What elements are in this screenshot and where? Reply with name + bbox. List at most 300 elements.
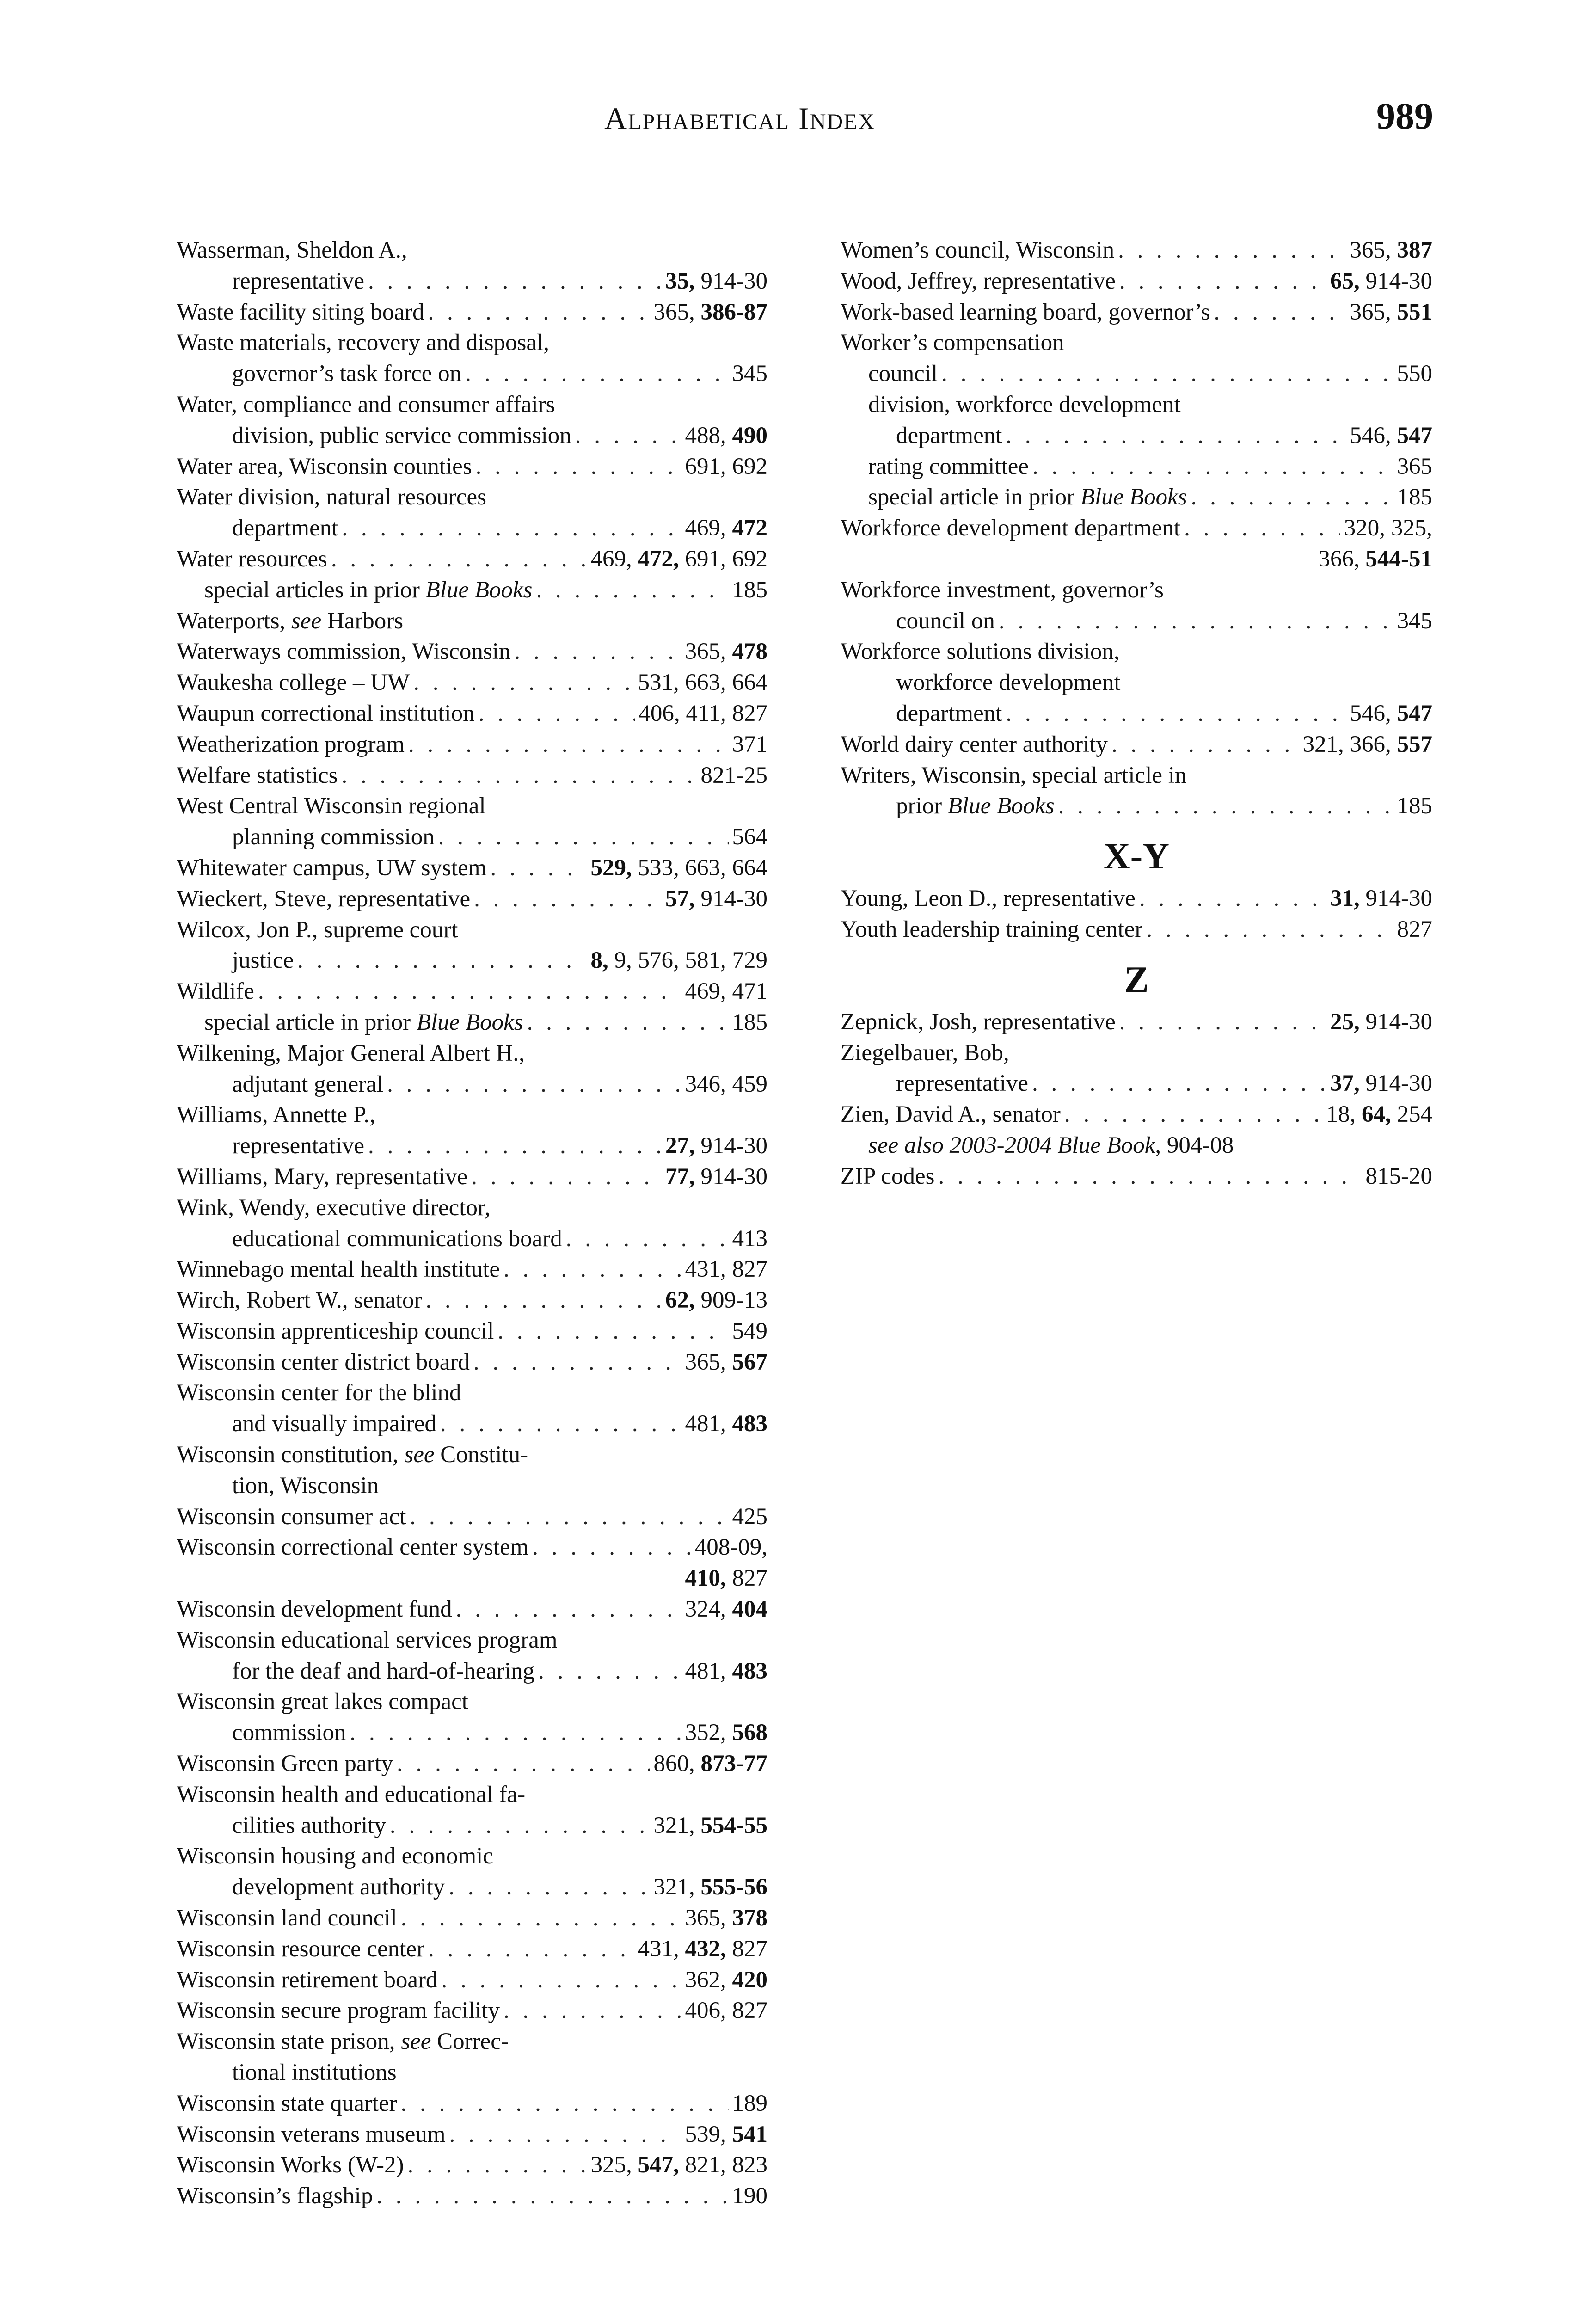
entry-term: Winnebago mental health institute — [177, 1256, 500, 1283]
entry-term: Zien, David A., senator — [841, 1101, 1061, 1128]
dot-leader — [441, 1965, 681, 1996]
entry-page-numbers: 408-09, — [694, 1534, 767, 1561]
entry-page-numbers: 31, 914-30 — [1330, 885, 1432, 912]
dot-leader — [476, 451, 681, 482]
index-entry — [177, 513, 767, 544]
entry-page-numbers: 546, 547 — [1350, 422, 1432, 449]
index-entry — [177, 1316, 767, 1347]
entry-term: prior Blue Books — [896, 793, 1055, 819]
entry-term: department — [896, 700, 1002, 726]
dot-leader — [342, 513, 681, 544]
entry-term: Waupun correctional institution — [177, 700, 475, 726]
dot-leader — [536, 575, 729, 606]
dot-leader — [497, 1316, 728, 1347]
index-entry — [177, 327, 767, 358]
entry-term: World dairy center authority — [841, 731, 1108, 757]
entry-page-numbers: 365, 478 — [685, 639, 767, 665]
entry-term: Young, Leon D., representative — [841, 885, 1136, 912]
dot-leader — [1139, 883, 1326, 914]
entry-page-numbers: 481, 483 — [685, 1658, 767, 1684]
entry-term: special article in prior Blue Books — [204, 1009, 523, 1035]
entry-term: department — [896, 422, 1002, 449]
entry-term: Wisconsin center district board — [177, 1349, 470, 1375]
entry-term: Wisconsin veterans museum — [177, 2121, 446, 2147]
dot-leader — [1119, 266, 1326, 297]
dot-leader — [465, 358, 728, 389]
entry-page-numbers: 431, 827 — [685, 1256, 767, 1283]
index-entry — [841, 606, 1432, 637]
entry-term: Wisconsin land council — [177, 1905, 397, 1931]
dot-leader — [514, 636, 681, 667]
entry-page-numbers: 35, 914-30 — [665, 268, 767, 294]
dot-leader — [440, 1408, 681, 1439]
index-entry — [177, 235, 767, 266]
entry-page-numbers: 564 — [732, 824, 767, 850]
dot-leader — [368, 266, 662, 297]
dot-leader — [479, 698, 635, 729]
entry-term: for the deaf and hard-of-hearing — [232, 1658, 535, 1684]
dot-leader — [1058, 791, 1393, 822]
entry-page-numbers: 185 — [1397, 793, 1432, 819]
index-entry — [177, 1717, 767, 1748]
index-entry — [177, 1810, 767, 1841]
dot-leader — [449, 2119, 681, 2150]
dot-leader — [1006, 420, 1346, 451]
index-entry — [177, 1069, 767, 1100]
entry-term: Workforce solutions division, — [841, 639, 1120, 665]
entry-term: Wisconsin Green party — [177, 1751, 393, 1777]
entry-page-numbers: 365 — [1397, 453, 1432, 480]
entry-term: justice — [232, 947, 294, 974]
entry-page-numbers: 406, 827 — [685, 1998, 767, 2024]
index-entry — [177, 1100, 767, 1131]
entry-page-numbers: 481, 483 — [685, 1411, 767, 1437]
index-entry — [177, 297, 767, 328]
entry-page-numbers: 365, 387 — [1350, 237, 1432, 263]
dot-leader — [297, 945, 587, 976]
entry-page-numbers: 431, 432, 827 — [638, 1936, 767, 1962]
index-entry — [177, 1377, 767, 1408]
entry-term: Wisconsin constitution, see Constitu- — [177, 1442, 528, 1468]
index-entry — [177, 1779, 767, 1810]
dot-leader — [1032, 451, 1393, 482]
dot-leader — [401, 1903, 681, 1934]
entry-term: Wisconsin housing and economic — [177, 1843, 493, 1869]
entry-term: Wisconsin development fund — [177, 1596, 452, 1623]
entry-term: representative — [232, 268, 365, 294]
dot-leader — [258, 976, 681, 1007]
index-entry — [841, 636, 1432, 667]
dot-leader — [1119, 1007, 1326, 1038]
dot-leader — [471, 1162, 662, 1193]
dot-leader — [438, 822, 729, 853]
entry-term: Water, compliance and consumer affairs — [177, 391, 555, 418]
index-entry — [177, 698, 767, 729]
entry-term: Wisconsin apprenticeship council — [177, 1318, 494, 1344]
index-entry — [177, 1501, 767, 1532]
dot-leader — [1184, 513, 1340, 544]
dot-leader — [376, 2181, 728, 2212]
entry-term: West Central Wisconsin regional — [177, 793, 486, 819]
entry-term: planning commission — [232, 824, 435, 850]
index-entry — [841, 297, 1432, 328]
dot-leader — [1032, 1068, 1326, 1099]
entry-term: commission — [232, 1720, 346, 1746]
index-entry — [841, 760, 1432, 791]
dot-leader — [1214, 297, 1346, 328]
dot-leader — [408, 2150, 587, 2181]
entry-term: Zepnick, Josh, representative — [841, 1008, 1116, 1035]
dot-leader — [387, 1069, 681, 1100]
entry-term: Wink, Wendy, executive director, — [177, 1194, 491, 1221]
entry-page-numbers: 365, 567 — [685, 1349, 767, 1375]
entry-term: representative — [232, 1133, 365, 1159]
entry-page-numbers: 324, 404 — [685, 1596, 767, 1623]
entry-term: ZIP codes — [841, 1163, 935, 1189]
index-entry — [841, 235, 1432, 266]
dot-leader — [397, 1748, 650, 1779]
entry-term: division, public service commission — [232, 422, 571, 449]
index-entry — [177, 884, 767, 915]
index-entry — [177, 1934, 767, 1965]
entry-page-numbers: 425 — [732, 1503, 767, 1530]
index-entry — [177, 1532, 767, 1563]
entry-page-numbers: 77, 914-30 — [665, 1163, 767, 1190]
dot-leader — [342, 760, 697, 791]
index-entry — [177, 1625, 767, 1656]
entry-term: Workforce investment, governor’s — [841, 577, 1164, 603]
index-entry — [177, 1193, 767, 1224]
index-entry — [177, 1594, 767, 1625]
entry-page-numbers: 488, 490 — [685, 422, 767, 449]
entry-term: adjutant general — [232, 1071, 384, 1097]
entry-page-numbers: 531, 663, 664 — [638, 670, 767, 696]
entry-term: cilities authority — [232, 1812, 386, 1839]
entry-page-numbers: 539, 541 — [685, 2121, 767, 2147]
entry-page-numbers: 365, 551 — [1350, 299, 1432, 325]
entry-term: special article in prior Blue Books — [868, 484, 1187, 510]
page-number: 989 — [1376, 95, 1433, 137]
entry-term: see also 2003-2004 Blue Book, 904-08 — [868, 1132, 1234, 1158]
index-entry — [177, 1285, 767, 1316]
index-entry — [177, 1903, 767, 1934]
entry-page-numbers: 321, 555-56 — [653, 1874, 767, 1900]
index-entry — [177, 1162, 767, 1193]
entry-page-numbers: 185 — [1397, 484, 1432, 510]
entry-page-numbers: 320, 325, — [1344, 515, 1432, 541]
dot-leader — [527, 1007, 729, 1038]
entry-term: Welfare statistics — [177, 762, 338, 788]
entry-page-numbers: 8, 9, 576, 581, 729 — [590, 947, 767, 974]
index-entry — [177, 1841, 767, 1872]
entry-page-numbers: 189 — [732, 2090, 767, 2116]
entry-term: special articles in prior Blue Books — [204, 577, 533, 603]
index-entry — [841, 451, 1432, 482]
index-entry — [177, 729, 767, 760]
entry-term: Workforce development department — [841, 515, 1181, 541]
entry-term: Wisconsin retirement board — [177, 1967, 438, 1993]
entry-page-numbers: 815-20 — [1365, 1163, 1432, 1189]
entry-page-numbers: 62, 909-13 — [665, 1287, 767, 1314]
section-letter: Z — [1124, 959, 1149, 1000]
dot-leader — [538, 1656, 681, 1687]
dot-leader — [368, 1131, 662, 1162]
entry-term: Waste materials, recovery and disposal, — [177, 330, 549, 356]
dot-leader — [1006, 698, 1346, 729]
entry-page-numbers: 821-25 — [700, 762, 767, 788]
dot-leader — [575, 420, 681, 451]
index-entry — [177, 1131, 767, 1162]
dot-leader — [999, 606, 1393, 637]
entry-term: Wisconsin consumer act — [177, 1503, 406, 1530]
dot-leader — [428, 1934, 634, 1965]
entry-page-numbers: 469, 471 — [685, 978, 767, 1005]
entry-term: department — [232, 515, 338, 541]
entry-term: Wisconsin resource center — [177, 1936, 425, 1962]
entry-page-numbers: 37, 914-30 — [1330, 1070, 1432, 1097]
index-entry — [177, 358, 767, 389]
dot-leader — [474, 884, 662, 915]
entry-page-numbers: 352, 568 — [685, 1720, 767, 1746]
dot-leader — [408, 729, 729, 760]
dot-leader — [413, 667, 634, 698]
dot-leader — [410, 1501, 728, 1532]
index-entry — [841, 729, 1432, 760]
dot-leader — [350, 1717, 681, 1748]
dot-leader — [456, 1594, 681, 1625]
entry-term: Wisconsin center for the blind — [177, 1380, 461, 1406]
entry-term: Ziegelbauer, Bob, — [841, 1039, 1009, 1066]
entry-term: Wilkening, Major General Albert H., — [177, 1040, 525, 1066]
entry-term: Williams, Annette P., — [177, 1102, 376, 1128]
entry-page-numbers: 365, 378 — [685, 1905, 767, 1931]
index-entry — [177, 791, 767, 822]
index-entry — [177, 1872, 767, 1903]
entry-term: Writers, Wisconsin, special article in — [841, 762, 1187, 788]
entry-page-numbers: 65, 914-30 — [1330, 268, 1432, 294]
section-letter: X-Y — [1103, 836, 1170, 877]
index-entry — [177, 667, 767, 698]
index-entry — [841, 883, 1432, 914]
index-entry — [177, 1686, 767, 1717]
index-entry — [177, 2057, 767, 2088]
index-entry — [841, 1099, 1432, 1130]
dot-leader — [426, 1285, 662, 1316]
entry-term: Wisconsin secure program facility — [177, 1998, 500, 2024]
entry-term: Wieckert, Steve, representative — [177, 885, 471, 912]
entry-term: Wildlife — [177, 978, 254, 1005]
index-entry — [841, 575, 1432, 606]
entry-page-numbers: 185 — [732, 577, 767, 603]
index-entry — [841, 327, 1432, 358]
entry-page-numbers: 410, 827 — [685, 1565, 767, 1592]
index-entry — [177, 1995, 767, 2026]
dot-leader — [401, 2088, 729, 2119]
entry-term: workforce development — [896, 670, 1121, 696]
index-entry — [841, 791, 1432, 822]
index-entry — [841, 1161, 1432, 1192]
entry-page-numbers: 190 — [732, 2183, 767, 2209]
index-column-right — [841, 235, 1432, 1192]
index-column-left — [177, 235, 767, 2212]
index-entry — [177, 420, 767, 451]
index-entry — [841, 698, 1432, 729]
entry-term: Wisconsin state quarter — [177, 2090, 397, 2116]
entry-term: Wasserman, Sheldon A., — [177, 237, 407, 263]
dot-leader — [428, 297, 650, 328]
index-entry — [841, 482, 1432, 513]
entry-term: Wisconsin state prison, see Correc- — [177, 2029, 509, 2055]
index-entry — [177, 1224, 767, 1254]
entry-page-numbers: 860, 873-77 — [653, 1751, 767, 1777]
entry-term: governor’s task force on — [232, 361, 462, 387]
entry-page-numbers: 18, 64, 254 — [1326, 1101, 1432, 1128]
dot-leader — [1111, 729, 1299, 760]
index-entry — [177, 1347, 767, 1378]
index-entry — [177, 1965, 767, 1996]
entry-term: Wisconsin educational services program — [177, 1627, 558, 1653]
dot-leader — [1118, 235, 1346, 266]
index-entry — [177, 606, 767, 637]
index-entry — [177, 1007, 767, 1038]
entry-term: Williams, Mary, representative — [177, 1163, 468, 1190]
entry-page-numbers: 371 — [732, 731, 767, 757]
index-entry — [177, 2026, 767, 2057]
entry-page-numbers: 365, 386-87 — [653, 299, 767, 325]
dot-leader — [1191, 482, 1393, 513]
index-entry — [177, 2150, 767, 2181]
index-entry — [177, 1439, 767, 1470]
entry-page-numbers: 325, 547, 821, 823 — [590, 2152, 767, 2178]
dot-leader — [331, 544, 587, 575]
index-entry — [177, 915, 767, 946]
entry-term: Water area, Wisconsin counties — [177, 453, 472, 480]
index-entry — [841, 389, 1432, 420]
entry-term: council on — [896, 608, 995, 634]
entry-page-numbers: 406, 411, 827 — [638, 700, 767, 726]
index-entry — [177, 544, 767, 575]
index-entry — [841, 420, 1432, 451]
index-entry — [841, 1038, 1432, 1069]
entry-term: educational communications board — [232, 1225, 562, 1252]
entry-term: Wisconsin’s flagship — [177, 2183, 373, 2209]
index-entry — [177, 2181, 767, 2212]
index-entry — [841, 667, 1432, 698]
entry-term: Whitewater campus, UW system — [177, 855, 487, 881]
entry-term: Women’s council, Wisconsin — [841, 237, 1115, 263]
entry-term: rating committee — [868, 453, 1029, 480]
entry-page-numbers: 185 — [732, 1009, 767, 1035]
entry-page-numbers: 549 — [732, 1318, 767, 1344]
dot-leader — [473, 1347, 681, 1378]
entry-term: Weatherization program — [177, 731, 405, 757]
index-entry — [177, 760, 767, 791]
entry-term: Wisconsin Works (W-2) — [177, 2152, 404, 2178]
entry-term: Wilcox, Jon P., supreme court — [177, 916, 458, 943]
index-entry — [177, 451, 767, 482]
dot-leader — [503, 1995, 681, 2026]
entry-page-numbers: 25, 914-30 — [1330, 1008, 1432, 1035]
entry-page-numbers: 529, 533, 663, 664 — [590, 855, 767, 881]
entry-page-numbers: 362, 420 — [685, 1967, 767, 1993]
entry-term: Water resources — [177, 546, 327, 572]
dot-leader — [1146, 914, 1393, 945]
index-entry — [177, 389, 767, 420]
entry-term: Youth leadership training center — [841, 916, 1143, 942]
index-entry — [177, 266, 767, 297]
index-entry — [841, 513, 1432, 544]
entry-term: and visually impaired — [232, 1411, 436, 1437]
index-entry — [177, 853, 767, 884]
dot-leader — [938, 1161, 1362, 1192]
entry-term: tional institutions — [232, 2060, 397, 2086]
entry-term: Wisconsin great lakes compact — [177, 1689, 468, 1715]
entry-term: Work-based learning board, governor’s — [841, 299, 1210, 325]
entry-page-numbers: 691, 692 — [685, 453, 767, 480]
index-entry — [177, 482, 767, 513]
entry-term: representative — [896, 1070, 1029, 1097]
dot-leader — [448, 1872, 650, 1903]
entry-page-numbers: 321, 554-55 — [653, 1812, 767, 1839]
index-entry — [177, 2119, 767, 2150]
entry-term: Wisconsin health and educational fa- — [177, 1781, 526, 1808]
index-entry-continuation — [841, 544, 1432, 575]
entry-term: Wood, Jeffrey, representative — [841, 268, 1116, 294]
index-entry — [841, 914, 1432, 945]
dot-leader — [566, 1224, 729, 1254]
entry-term: division, workforce development — [868, 391, 1181, 418]
entry-page-numbers: 345 — [1397, 608, 1432, 634]
index-entry — [177, 1748, 767, 1779]
entry-term: Waukesha college – UW — [177, 670, 410, 696]
entry-term: tion, Wisconsin — [232, 1472, 379, 1499]
index-entry — [177, 1408, 767, 1439]
index-entry — [177, 1656, 767, 1687]
running-header-title: Alphabetical Index — [604, 101, 876, 136]
entry-page-numbers: 413 — [732, 1225, 767, 1252]
entry-page-numbers: 827 — [1397, 916, 1432, 942]
index-entry — [177, 2088, 767, 2119]
dot-leader — [390, 1810, 650, 1841]
entry-page-numbers: 469, 472 — [685, 515, 767, 541]
index-entry — [177, 976, 767, 1007]
entry-page-numbers: 469, 472, 691, 692 — [590, 546, 767, 572]
entry-page-numbers: 321, 366, 557 — [1302, 731, 1432, 757]
index-entry — [841, 358, 1432, 389]
index-entry — [841, 266, 1432, 297]
entry-term: Worker’s compensation — [841, 330, 1064, 356]
dot-leader — [490, 853, 587, 884]
dot-leader — [503, 1254, 681, 1285]
index-entry — [177, 1254, 767, 1285]
entry-term: Water division, natural resources — [177, 484, 486, 510]
index-entry — [177, 1470, 767, 1501]
entry-term: Wisconsin correctional center system — [177, 1534, 529, 1561]
entry-page-numbers: 346, 459 — [685, 1071, 767, 1097]
dot-leader — [941, 358, 1393, 389]
index-entry — [841, 1130, 1432, 1161]
entry-term: Waterways commission, Wisconsin — [177, 639, 511, 665]
dot-leader — [532, 1532, 691, 1563]
dot-leader — [1064, 1099, 1323, 1130]
index-entry — [177, 636, 767, 667]
index-entry — [177, 822, 767, 853]
entry-page-numbers: 550 — [1397, 361, 1432, 387]
entry-page-numbers: 366, 544-51 — [1318, 546, 1432, 572]
index-entry-continuation — [177, 1563, 767, 1594]
index-entry — [177, 945, 767, 976]
entry-term: Waste facility siting board — [177, 299, 424, 325]
